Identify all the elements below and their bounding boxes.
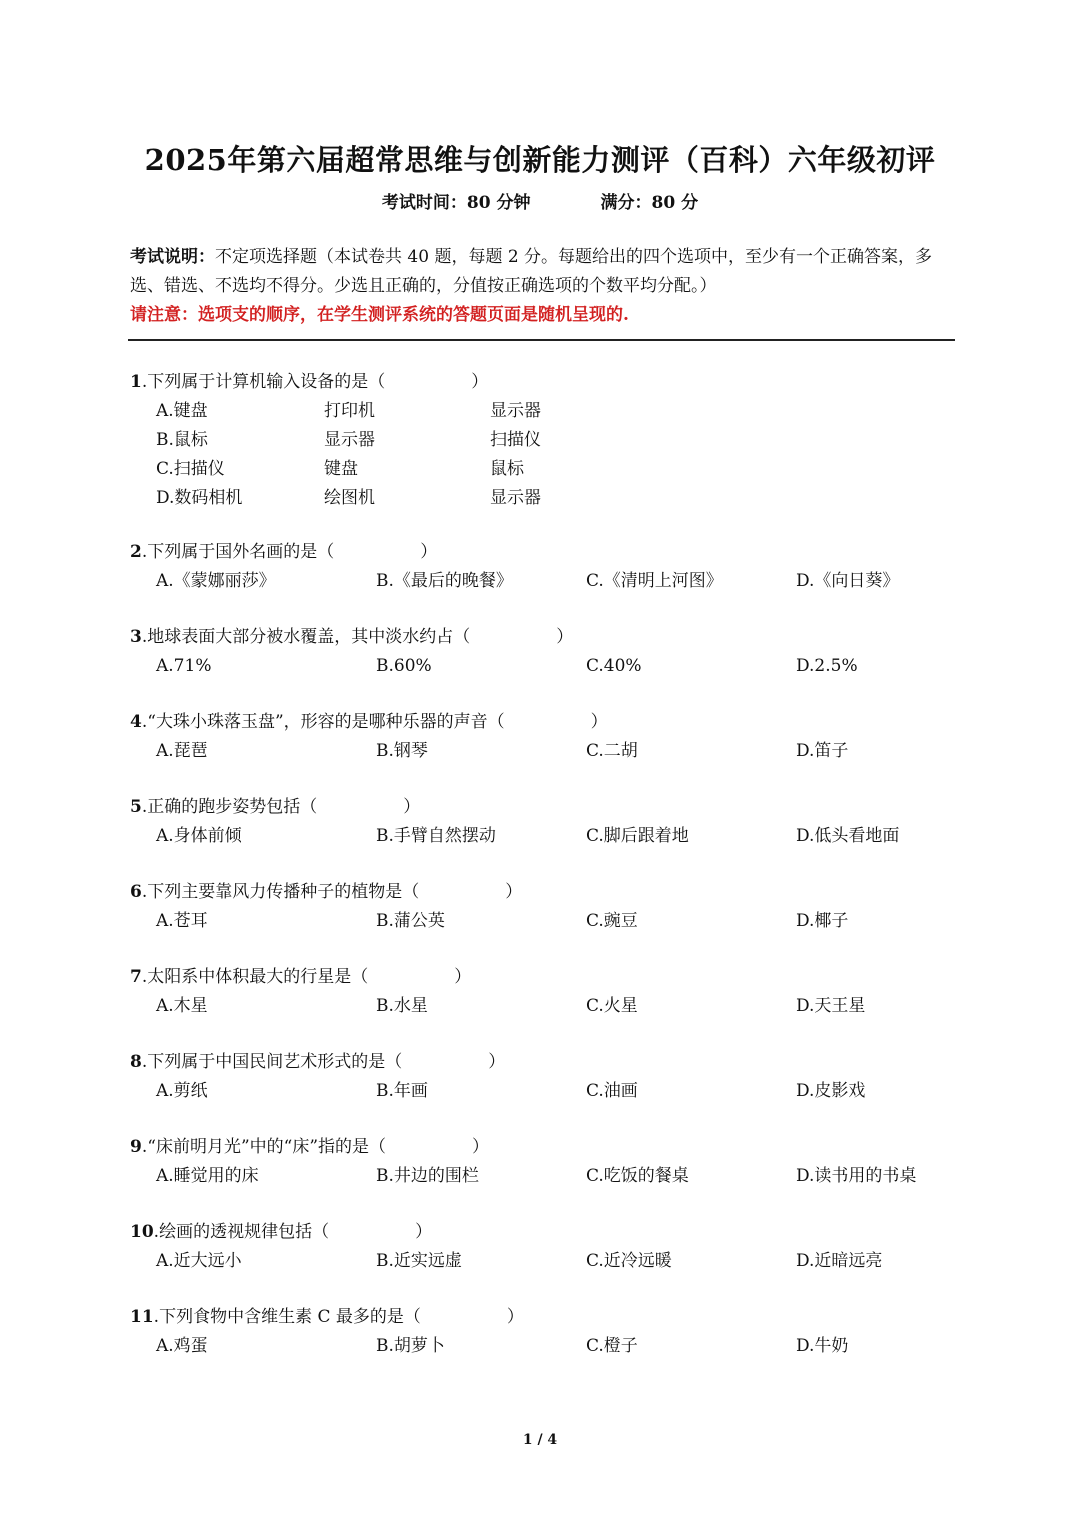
divider xyxy=(128,339,955,341)
exam-time: 考试时间：80 分钟 xyxy=(381,193,531,213)
option-cell: A.键盘 xyxy=(156,401,208,421)
option-d: D.天王星 xyxy=(796,996,866,1016)
question-stem: 9.“床前明月光”中的“床”指的是（ ） xyxy=(130,1137,490,1157)
question-2 xyxy=(130,538,960,596)
question-3 xyxy=(130,623,960,681)
option-cell: B.鼠标 xyxy=(156,430,208,450)
question-stem: 8.下列属于中国民间艺术形式的是（ ） xyxy=(130,1052,506,1072)
option-b: B.手臂自然摆动 xyxy=(376,826,496,846)
question-number: 1 xyxy=(130,372,142,392)
option-a: A.身体前倾 xyxy=(156,826,242,846)
option-d: D.低头看地面 xyxy=(796,826,900,846)
option-row xyxy=(130,652,960,681)
question-10 xyxy=(130,1218,960,1276)
option-row xyxy=(130,1077,960,1106)
option-c: C.火星 xyxy=(586,996,638,1016)
option-cell: 绘图机 xyxy=(324,488,375,508)
option-c: C.二胡 xyxy=(586,741,638,761)
exam-instructions xyxy=(130,243,960,330)
option-row xyxy=(130,1332,960,1361)
option-a: A.苍耳 xyxy=(156,911,208,931)
question-stem: 10.绘画的透视规律包括（ ） xyxy=(130,1222,433,1242)
option-c: C.豌豆 xyxy=(586,911,638,931)
exam-full-score: 满分：80 分 xyxy=(600,193,699,213)
question-4 xyxy=(130,708,960,766)
question-stem: 6.下列主要靠风力传播种子的植物是（ ） xyxy=(130,882,523,902)
option-c: C.近冷远暖 xyxy=(586,1251,672,1271)
option-row xyxy=(130,1162,960,1191)
option-c: C.橙子 xyxy=(586,1336,638,1356)
question-number: 2 xyxy=(130,542,142,562)
instructions-body: 不定项选择题（本试卷共 40 题，每题 2 分。每题给出的四个选项中，至少有一个正确答案，多选、错选、不选均不得分。少选且正确的，分值按正确选项的个数平均分配。） xyxy=(130,247,933,296)
option-a: A.71% xyxy=(156,656,212,676)
option-b: B.井边的围栏 xyxy=(376,1166,479,1186)
question-8 xyxy=(130,1048,960,1106)
question-number: 4 xyxy=(130,712,142,732)
option-cell: 显示器 xyxy=(490,401,541,421)
question-number: 7 xyxy=(130,967,142,987)
option-row xyxy=(130,484,960,513)
option-a: A.木星 xyxy=(156,996,208,1016)
question-stem: 4.“大珠小珠落玉盘”，形容的是哪种乐器的声音（ ） xyxy=(130,712,608,732)
option-row xyxy=(130,907,960,936)
option-c: C.油画 xyxy=(586,1081,638,1101)
option-b: B.蒲公英 xyxy=(376,911,445,931)
option-c: C.吃饭的餐桌 xyxy=(586,1166,689,1186)
option-a: A.琵琶 xyxy=(156,741,208,761)
option-cell: D.数码相机 xyxy=(156,488,243,508)
option-d: D.椰子 xyxy=(796,911,849,931)
question-5 xyxy=(130,793,960,851)
option-row xyxy=(130,822,960,851)
instructions-lead: 考试说明： xyxy=(130,247,215,267)
option-d: D.近暗远亮 xyxy=(796,1251,883,1271)
question-number: 6 xyxy=(130,882,142,902)
question-stem: 5.正确的跑步姿势包括（ ） xyxy=(130,797,421,817)
option-a: A.剪纸 xyxy=(156,1081,208,1101)
option-row xyxy=(130,426,960,455)
option-a: A.近大远小 xyxy=(156,1251,242,1271)
question-stem: 1.下列属于计算机输入设备的是（ ） xyxy=(130,372,489,392)
option-row xyxy=(130,1247,960,1276)
option-cell: 显示器 xyxy=(324,430,375,450)
option-c: C.脚后跟着地 xyxy=(586,826,689,846)
question-number: 3 xyxy=(130,627,142,647)
page-number: 1 / 4 xyxy=(522,1432,558,1448)
option-cell: 打印机 xyxy=(324,401,375,421)
option-d: D.2.5% xyxy=(796,656,858,676)
question-number: 11 xyxy=(130,1307,154,1327)
option-b: B.年画 xyxy=(376,1081,428,1101)
option-a: A.《蒙娜丽莎》 xyxy=(156,571,276,591)
option-b: B.60% xyxy=(376,656,432,676)
question-stem: 2.下列属于国外名画的是（ ） xyxy=(130,542,438,562)
question-1 xyxy=(130,368,960,513)
option-d: D.读书用的书桌 xyxy=(796,1166,917,1186)
question-stem: 11.下列食物中含维生素 C 最多的是（ ） xyxy=(130,1307,524,1327)
option-row xyxy=(130,455,960,484)
option-d: D.皮影戏 xyxy=(796,1081,866,1101)
option-b: B.胡萝卜 xyxy=(376,1336,445,1356)
option-b: B.近实远虚 xyxy=(376,1251,462,1271)
option-row xyxy=(130,567,960,596)
question-number: 9 xyxy=(130,1137,142,1157)
option-cell: 扫描仪 xyxy=(490,430,541,450)
question-number: 8 xyxy=(130,1052,142,1072)
question-9 xyxy=(130,1133,960,1191)
option-cell: 显示器 xyxy=(490,488,541,508)
page-title: 2025年第六届超常思维与创新能力测评（百科）六年级初评 xyxy=(144,143,936,177)
option-b: B.钢琴 xyxy=(376,741,428,761)
question-6 xyxy=(130,878,960,936)
option-b: B.水星 xyxy=(376,996,428,1016)
question-number: 5 xyxy=(130,797,142,817)
option-cell: 键盘 xyxy=(324,459,358,479)
question-7 xyxy=(130,963,960,1021)
question-11 xyxy=(130,1303,960,1361)
option-a: A.睡觉用的床 xyxy=(156,1166,259,1186)
option-c: C.《清明上河图》 xyxy=(586,571,723,591)
option-row xyxy=(130,992,960,1021)
question-stem: 7.太阳系中体积最大的行星是（ ） xyxy=(130,967,472,987)
option-c: C.40% xyxy=(586,656,642,676)
question-stem: 3.地球表面大部分被水覆盖，其中淡水约占（ ） xyxy=(130,627,574,647)
option-d: D.牛奶 xyxy=(796,1336,849,1356)
option-row xyxy=(130,397,960,426)
option-d: D.笛子 xyxy=(796,741,849,761)
option-cell: 鼠标 xyxy=(490,459,524,479)
option-cell: C.扫描仪 xyxy=(156,459,225,479)
option-d: D.《向日葵》 xyxy=(796,571,900,591)
exam-meta xyxy=(0,188,1080,213)
option-a: A.鸡蛋 xyxy=(156,1336,208,1356)
option-row xyxy=(130,737,960,766)
instructions-note: 请注意：选项支的顺序，在学生测评系统的答题页面是随机呈现的. xyxy=(130,305,629,325)
question-number: 10 xyxy=(130,1222,154,1242)
option-b: B.《最后的晚餐》 xyxy=(376,571,513,591)
